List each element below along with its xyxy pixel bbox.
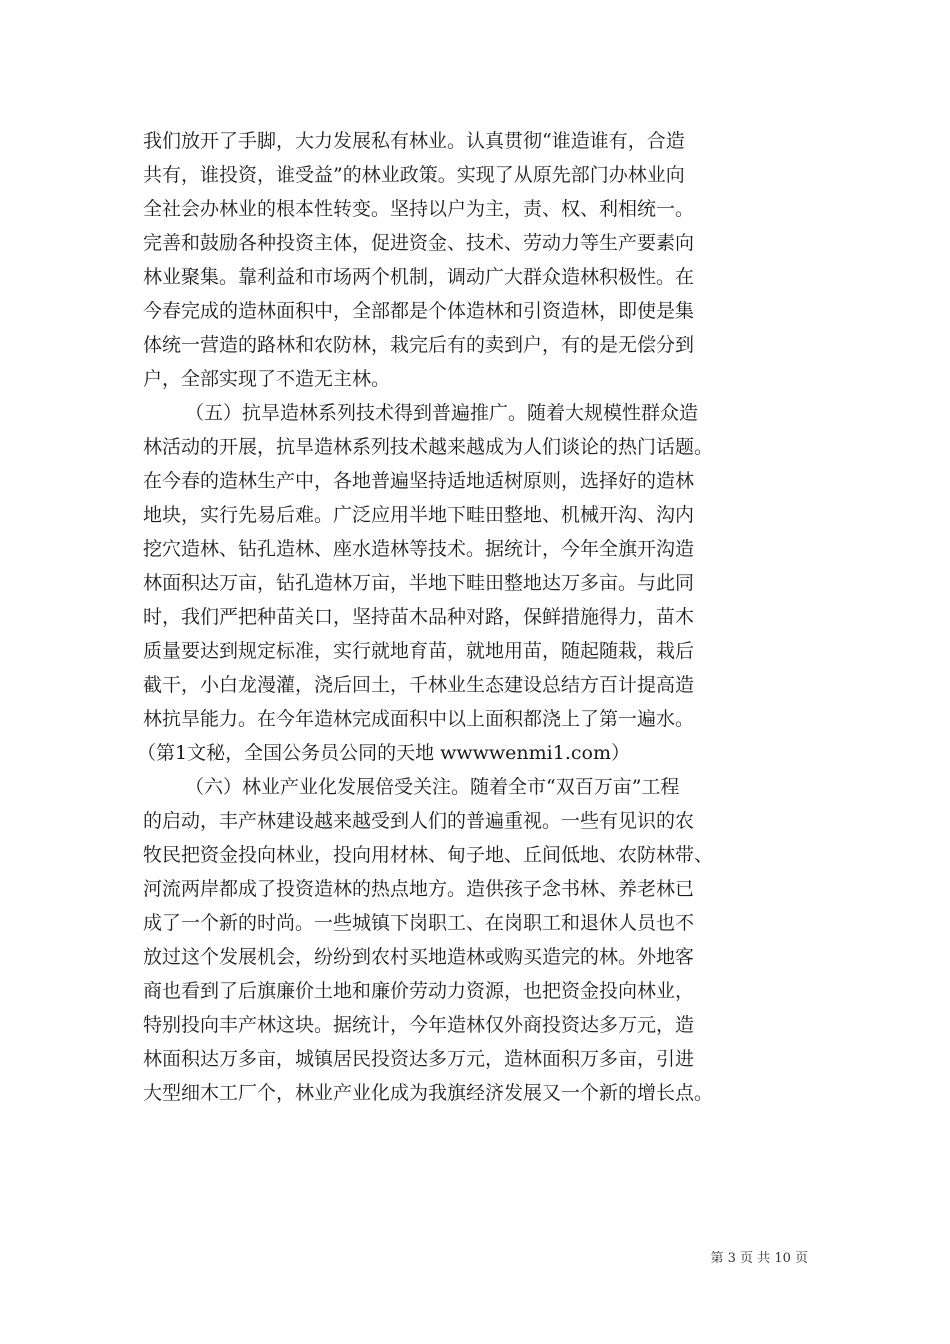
text-line: 的启动，丰产林建设越来越受到人们的普遍重视。一些有见识的农 <box>143 810 695 832</box>
text-line: 林活动的开展，抗旱造林系列技术越来越成为人们谈论的热门话题。 <box>143 436 714 458</box>
text-line: 特别投向丰产林这块。据统计，今年造林仅外商投资达多万元，造 <box>143 1014 695 1036</box>
text-line: 商也看到了后旗廉价土地和廉价劳动力资源，也把资金投向林业， <box>143 980 695 1002</box>
text-line: （五）抗旱造林系列技术得到普遍推广。随着大规模性群众造 <box>185 402 699 424</box>
text-line: 成了一个新的时尚。一些城镇下岗职工、在岗职工和退休人员也不 <box>143 912 695 934</box>
text-line: 在今春的造林生产中，各地普遍坚持适地适树原则，选择好的造林 <box>143 470 695 492</box>
text-line: 林业聚集。靠利益和市场两个机制，调动广大群众造林积极性。在 <box>143 266 695 288</box>
text-line: 今春完成的造林面积中，全部都是个体造林和引资造林，即使是集 <box>143 300 695 322</box>
text-line: 质量要达到规定标准，实行就地育苗，就地用苗，随起随栽，栽后 <box>143 640 695 662</box>
text-line: 林面积达万多亩，城镇居民投资达多万元，造林面积万多亩，引进 <box>143 1048 695 1070</box>
text-line: 林面积达万亩，钻孔造林万亩，半地下畦田整地达万多亩。与此同 <box>143 572 695 594</box>
text-line: 我们放开了手脚，大力发展私有林业。认真贯彻“谁造谁有，合造 <box>143 130 685 152</box>
text-line: 截干，小白龙漫灌，浇后回土，千林业生态建设总结方百计提高造 <box>143 674 695 696</box>
text-line: 大型细木工厂个，林业产业化成为我旗经济发展又一个新的增长点。 <box>143 1082 714 1104</box>
paragraph-private-forestry <box>143 124 815 396</box>
text-line: 完善和鼓励各种投资主体，促进资金、技术、劳动力等生产要素向 <box>143 232 695 254</box>
text-line: 河流两岸都成了投资造林的热点地方。造供孩子念书林、养老林已 <box>143 878 695 900</box>
paragraph-forestry-industrialization <box>143 770 815 1110</box>
text-line: 放过这个发展机会，纷纷到农村买地造林或购买造完的林。外地客 <box>143 946 695 968</box>
document-body <box>137 124 815 1110</box>
text-line: 体统一营造的路林和农防林，栽完后有的卖到户，有的是无偿分到 <box>143 334 695 356</box>
text-line: 全社会办林业的根本性转变。坚持以户为主，责、权、利相统一。 <box>143 198 695 220</box>
paragraph-drought-resistant-techniques <box>143 396 815 736</box>
text-line: 地块，实行先易后难。广泛应用半地下畦田整地、机械开沟、沟内 <box>143 504 695 526</box>
source-note-text: （第1文秘，全国公务员公同的天地 wwwwenmi1.com） <box>137 742 630 764</box>
text-line: 共有，谁投资，谁受益”的林业政策。实现了从原先部门办林业向 <box>143 164 685 186</box>
text-line: （六）林业产业化发展倍受关注。随着全市“双百万亩”工程 <box>185 776 680 798</box>
page-number-footer: 第 3 页 共 10 页 <box>710 1251 808 1266</box>
text-line: 时，我们严把种苗关口，坚持苗木品种对路，保鲜措施得力，苗木 <box>143 606 695 628</box>
text-line: 挖穴造林、钻孔造林、座水造林等技术。据统计，今年全旗开沟造 <box>143 538 695 560</box>
text-line: 林抗旱能力。在今年造林完成面积中以上面积都浇上了第一遍水。 <box>143 708 695 730</box>
text-line: 牧民把资金投向林业，投向用材林、甸子地、丘间低地、农防林带、 <box>143 844 714 866</box>
source-note <box>137 736 815 770</box>
text-line: 户，全部实现了不造无主林。 <box>143 368 391 390</box>
